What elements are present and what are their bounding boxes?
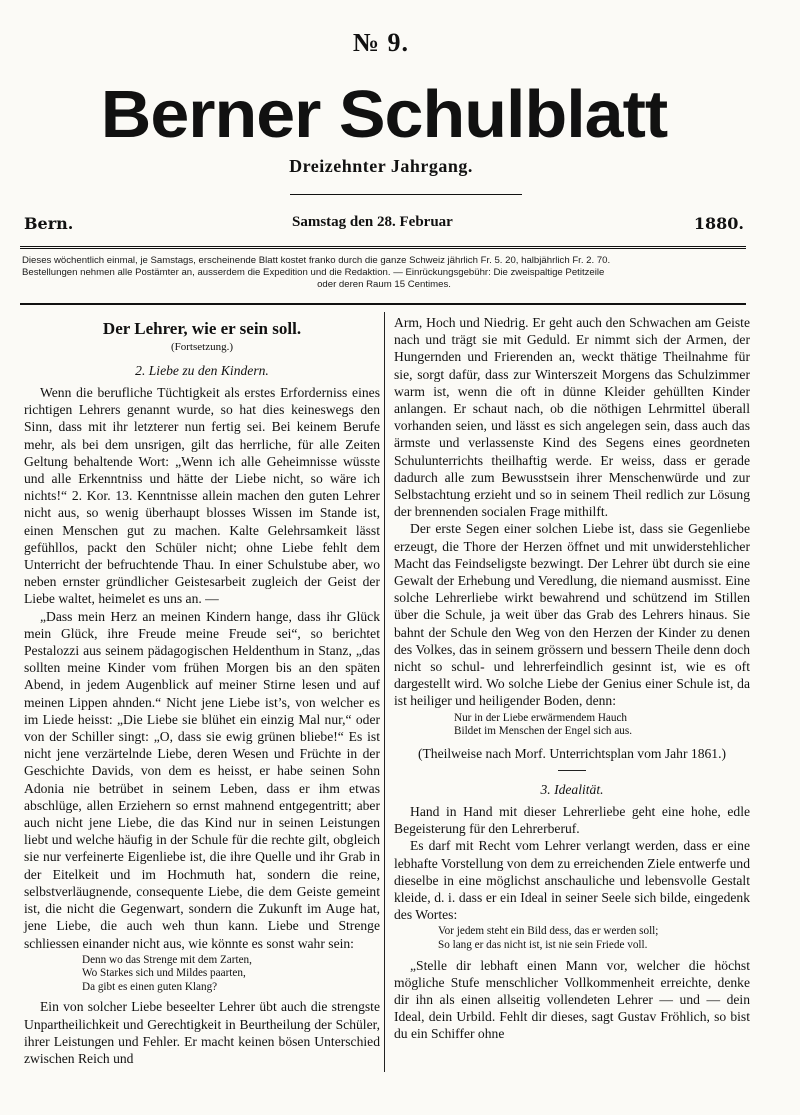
section-heading: 2. Liebe zu den Kindern. xyxy=(135,363,269,378)
verse-quote xyxy=(438,925,750,952)
article-subtitle: (Fortsetzung.) xyxy=(170,341,233,353)
section-rule xyxy=(558,770,586,771)
source-citation: (Theilweise nach Morf. Unterrichtsplan vom Jahr 1861.) xyxy=(417,745,727,761)
section-heading: 3. Idealität. xyxy=(540,782,604,798)
paragraph: „Stelle dir lebhaft einen Mann vor, welcher die höchst mögliche Stufe menschlicher Vollkommenheit erreichte, denke dir ihn als einen allseitig vollendeten Lehrer — und — dein Ideal, dein Urbild. Fehlt dir dieses, sagt Gustav Fröhlich, so bist du ein Schiffer ohne xyxy=(394,957,750,1042)
paragraph: Es darf mit Recht vom Lehrer verlangt werden, dass er eine lebhafte Vorstellung von dem zu erreichenden Ziele entwerfe und dieselbe in eine möglichst anschauliche und lebensvolle Gestalt kleide, d. i. dass er ein Ideal in seiner Seele sich bilde, eingedenk des Wortes: xyxy=(394,838,750,923)
masthead-title: Berner Schulblatt xyxy=(100,76,668,152)
verse-line: Bildet im Menschen der Engel sich aus. xyxy=(454,725,633,738)
right-column xyxy=(394,314,750,1043)
paragraph: Ein von solcher Liebe beseelter Lehrer übt auch die strengste Unpartheilichkeit und Gerechtigkeit in Beurtheilung der Schüler, ihrer Leistungen und Fehler. Er macht keinen bösen Unterschied zwischen Reich und xyxy=(24,999,380,1067)
verse-line: Da gibt es einen guten Klang? xyxy=(82,980,218,993)
notice-rule xyxy=(20,303,746,305)
dateline-date: Samstag den 28. Februar xyxy=(292,214,453,230)
dateline-year: 1880. xyxy=(693,214,744,233)
left-column xyxy=(24,314,380,1067)
verse-quote xyxy=(454,712,750,739)
paragraph: Wenn die berufliche Tüchtigkeit als erstes Erforderniss eines richtigen Lehrers genannt wurde, so hat dies keineswegs den Sinn, dass mit ihr letzterer nun fertig sei. Bei keinem Berufe mehr, als bei dem unsrigen, gilt das herrliche, für alle Zeiten Geltung behaltende Wort: „Wenn ich alle Geheimnisse wüsste und alle Erkenntniss und hätte der Liebe nicht, so wäre ich nichts!“ 2. Kor. 13. Kenntnisse allein machen den guten Lehrer nicht aus, so wenig überhaupt blosses Wissen im Stande ist, einen Menschen gut zu machen. Kalte Gelehrsamkeit lässt gefühllos, packt den Schüler nicht; ohne Liebe fehlt dem Unterricht der befruchtende Thau. In einer Schulstube aber, wo neben ernster gründlicher Geistesarbeit zugleich der Geist der Liebe waltet, heimelet es uns an. — xyxy=(24,385,380,607)
article-title: Der Lehrer, wie er sein soll. xyxy=(102,319,302,338)
issue-number: № 9. xyxy=(352,28,410,57)
masthead-rule xyxy=(290,194,522,195)
notice-line: Dieses wöchentlich einmal, je Samstags, erscheinende Blatt kostet franko durch die ganze Schweiz jährlich Fr. 5. 20, halbjährlich Fr. 2. 70. xyxy=(22,255,611,266)
verse-line: Denn wo das Strenge mit dem Zarten, xyxy=(82,953,252,966)
column-divider xyxy=(384,312,385,1072)
verse-line: So lang er das nicht ist, ist nie sein Friede voll. xyxy=(438,939,648,952)
verse-line: Nur in der Liebe erwärmendem Hauch xyxy=(454,711,628,724)
subscription-notice xyxy=(22,255,746,291)
paragraph: Arm, Hoch und Niedrig. Er geht auch den Schwachen am Geiste nach und trägt sie mit Geduld. Er nimmt sich der Armen, der Hungernden und Frierenden an, weckt thätige Theilnahme für sie, sorgt dafür, dass zur Winterszeit Morgens das Schulzimmer warm ist, wenn die oft in dünne Kleider gehüllten Kinder anlangen. Er schaut nach, ob die nöthigen Lehrmittel überall vorhanden seien, und lässt es sich angelegen sein, dass auch das ärmste und verlassenste Kind des Segens eines geordneten Schulunterrichts theilhaftig werde. Er weiss, dass er gerade dadurch alle zum Bewusstsein ihrer Menschenwürde und zur Selbstachtung erzieht und so in seinem Theil redlich zur Lösung der brennenden socialen Frage mithilft. xyxy=(394,315,750,520)
dateline xyxy=(24,214,744,240)
paragraph: Hand in Hand mit dieser Lehrerliebe geht eine hohe, edle Begeisterung für den Lehrerberuf. xyxy=(394,804,750,837)
notice-line: oder deren Raum 15 Centimes. xyxy=(317,279,451,290)
verse-line: Wo Starkes sich und Mildes paarten, xyxy=(82,967,246,980)
dateline-place: Bern. xyxy=(24,214,74,233)
paragraph: Der erste Segen einer solchen Liebe ist, dass sie Gegenliebe erzeugt, die Thore der Herzen öffnet und mit unwiderstehlicher Macht das Feindseligste bezwingt. Der Lehrer übt durch sie eine Gewalt der Erhebung und Veredlung, die niemand ausmisst. Eine solche Lehrerliebe wirkt bewahrend und schützend im Stillen über die Schule, ja weit über das Grab des Lehrers hinaus. Sie bahnt der Schule den Weg von den Herzen der Kinder zu denen des Volkes, das in seinem grössern und bessern Theile denn doch nicht so schul- und lehrerfeindlich gesinnt ist, wie es oft dargestellt wird. Wo solche Liebe der Genius einer Schule ist, da ist heiliger und heiligender Boden, denn: xyxy=(394,521,750,709)
volume-subtitle: Dreizehnter Jahrgang. xyxy=(289,156,473,176)
header-double-rule xyxy=(20,246,746,251)
paragraph: „Dass mein Herz an meinen Kindern hange, dass ihr Glück mein Glück, ihre Freude meine Freude sei“, so berichtet Pestalozzi aus seinem pädagogischen Heldenthum in Stanz, „das sollten meine Kinder vom frühen Morgen bis an den späten Abend, in jedem Augenblick auf meiner Stirne lesen und auf meinen Lippen ahnden.“ Nicht jene Liebe ist’s, von welcher es im Liede heisst: „Die Liebe sie blühet ein einzig Mal nur,“ oder von der Schiller singt: „O, dass sie ewig grünen bliebe!“ Es ist nicht jene verzärtelnde Liebe, deren Wesen und Früchte in der Geschichte Davids, von dem es heisst, er habe seinen Sohn Adonia nie betrübet in seinem Leben, dass er ihm etwas abschlüge, allen Erziehern so ernst mahnend entgegentritt; aber auch nicht jene Liebe, die das Kind nur in seinen Leistungen liebt und welche häufig in der Schule für die rechte gilt, obgleich sie nur verfeinerte Eigenliebe ist, die ihre Quelle und ihr Grab in der Eitelkeit und im Hochmuth hat, sondern die reine, selbstverläugnende, consequente Liebe, die dem Geiste gemeint ist, die nicht die Gegenwart, sondern die Zukunft im Auge hat, jene Liebe, die auch weh thun kann. Liebe und Strenge schliessen einander nicht aus, wie könnte es sonst wahr sein: xyxy=(24,608,380,951)
verse-line: Vor jedem steht ein Bild dess, das er werden soll; xyxy=(438,925,659,938)
notice-line: Bestellungen nehmen alle Postämter an, ausserdem die Expedition und die Redaktion. — Einrückungsgebühr: Die zweispaltige Petitzeile xyxy=(22,267,605,278)
verse-quote xyxy=(82,954,380,995)
